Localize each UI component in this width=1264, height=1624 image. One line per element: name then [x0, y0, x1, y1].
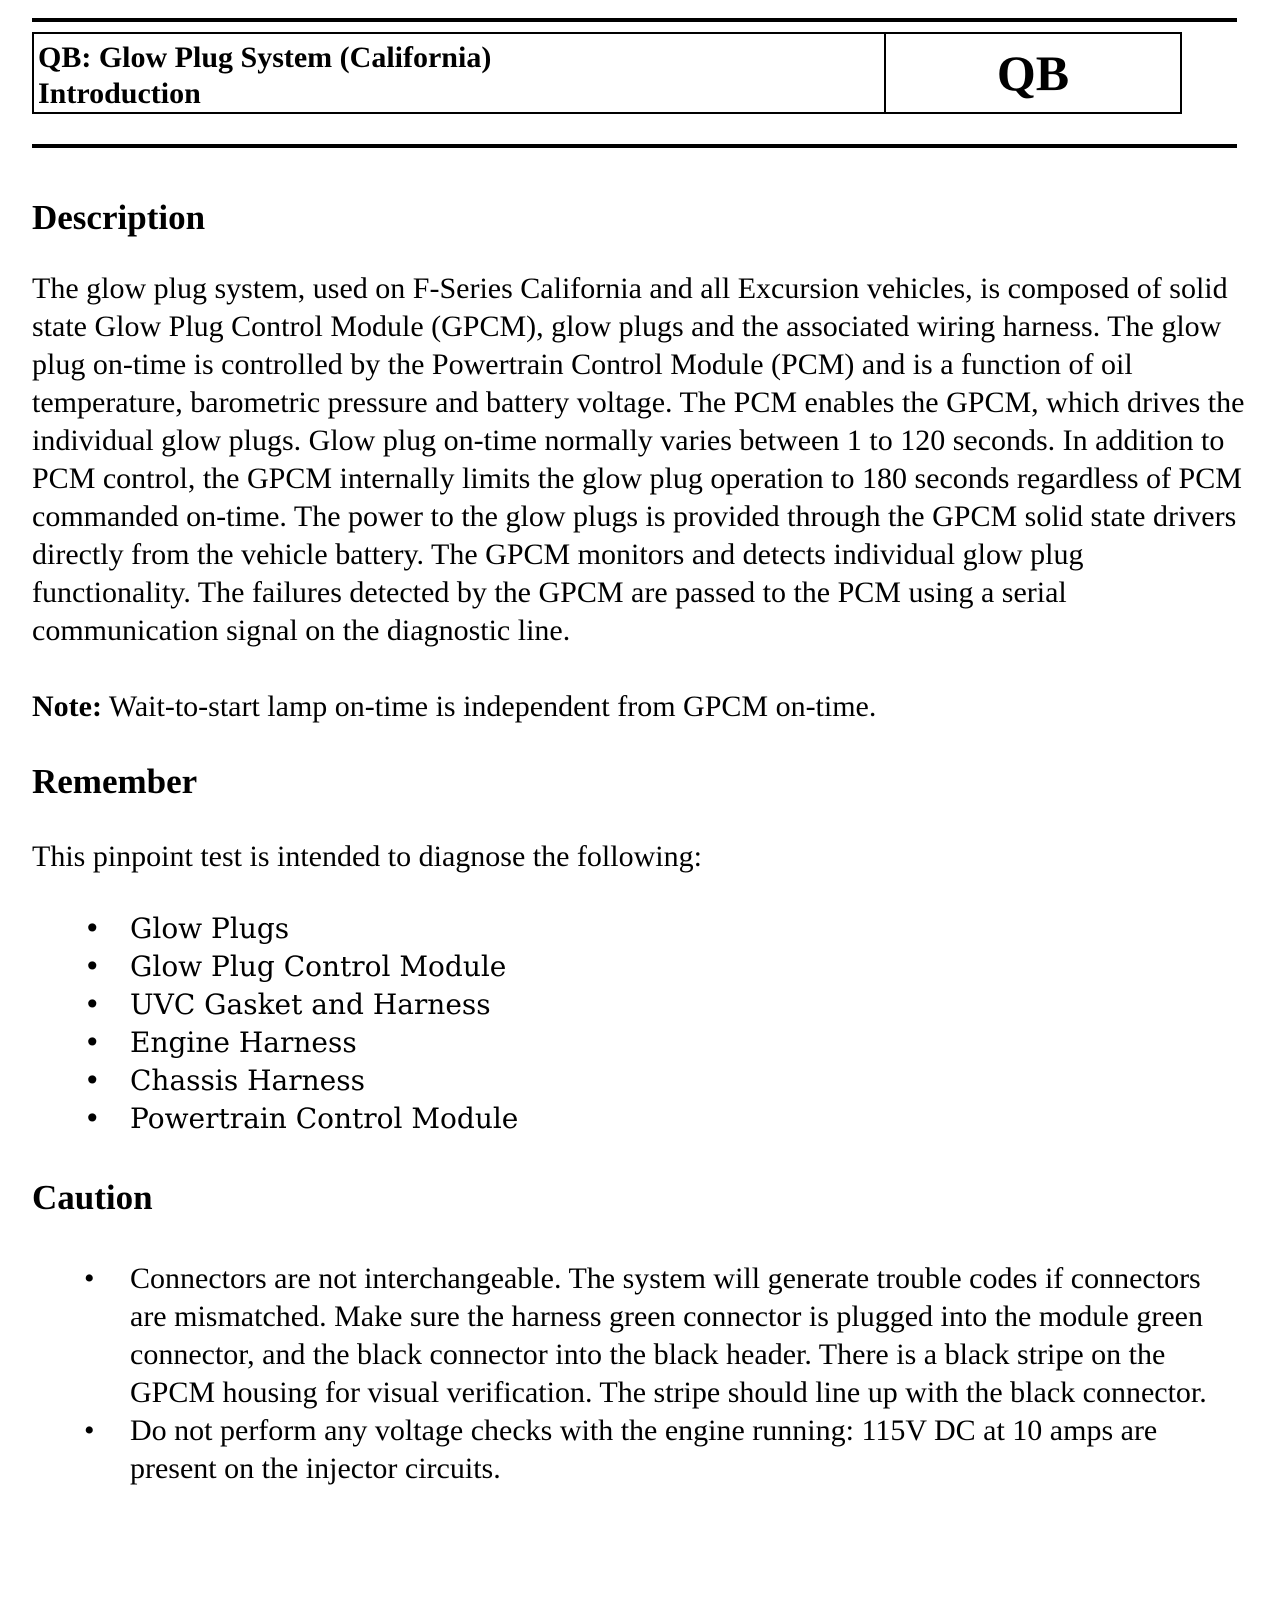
- header-divider: [32, 144, 1237, 148]
- bullet-icon: •: [84, 1414, 95, 1447]
- list-item: • Engine Harness: [32, 1024, 1237, 1062]
- bullet-icon: •: [84, 950, 101, 983]
- list-item: • Chassis Harness: [32, 1062, 1237, 1100]
- list-item: • Do not perform any voltage checks with the engine running: 115V DC at 10 amps are present on the injector circuits.: [84, 1414, 1158, 1485]
- note: [32, 688, 1237, 726]
- header-title-cell: [34, 34, 886, 112]
- note-text: Wait-to-start lamp on-time is independent from GPCM on-time.: [101, 690, 877, 723]
- remember-heading: Remember: [32, 762, 198, 801]
- header-subtitle: Introduction: [38, 77, 201, 110]
- description-heading: Description: [32, 198, 206, 237]
- bullet-icon: •: [84, 912, 101, 945]
- remember-intro: This pinpoint test is intended to diagnose the following:: [32, 840, 702, 873]
- document-page: [32, 18, 1245, 1488]
- bullet-icon: •: [84, 1064, 101, 1097]
- remember-list: [32, 910, 1237, 1138]
- bullet-icon: •: [84, 1102, 101, 1135]
- caution-list: [32, 1260, 1222, 1488]
- top-divider: [32, 18, 1237, 22]
- list-item: • Connectors are not interchangeable. The system will generate trouble codes if connectors are mismatched. Make sure the harness green connector is plugged into the module green connector, and the black connector into the black header. There is a black stripe on the GPCM housing for visual verification. The stripe should line up with the black connector.: [84, 1262, 1207, 1409]
- section-code: QB: [996, 45, 1070, 101]
- list-item: • Powertrain Control Module: [32, 1100, 1237, 1138]
- list-item: • UVC Gasket and Harness: [32, 986, 1237, 1024]
- bullet-icon: •: [84, 1262, 95, 1295]
- note-label: Note:: [32, 690, 102, 723]
- header-title: QB: Glow Plug System (California): [38, 41, 492, 74]
- header-box: [32, 32, 1182, 114]
- caution-heading: Caution: [32, 1178, 153, 1217]
- list-item: • Glow Plugs: [32, 910, 1237, 948]
- bullet-icon: •: [84, 1026, 101, 1059]
- bullet-icon: •: [84, 988, 101, 1021]
- list-item: • Glow Plug Control Module: [32, 948, 1237, 986]
- header-code-cell: [886, 34, 1180, 112]
- description-body: The glow plug system, used on F-Series California and all Excursion vehicles, is composed of solid state Glow Plug Control Module (GPCM), glow plugs and the associated wiring harness. The glow plug on-time is controlled by the Powertrain Control Module (PCM) and is a function of oil temperature, barometric pressure and battery voltage. The PCM enables the GPCM, which drives the individual glow plugs. Glow plug on-time normally varies between 1 to 120 seconds. In addition to PCM control, the GPCM internally limits the glow plug operation to 180 seconds regardless of PCM commanded on-time. The power to the glow plugs is provided through the GPCM solid state drivers directly from the vehicle battery. The GPCM monitors and detects individual glow plug functionality. The failures detected by the GPCM are passed to the PCM using a serial communication signal on the diagnostic line.: [32, 272, 1245, 647]
